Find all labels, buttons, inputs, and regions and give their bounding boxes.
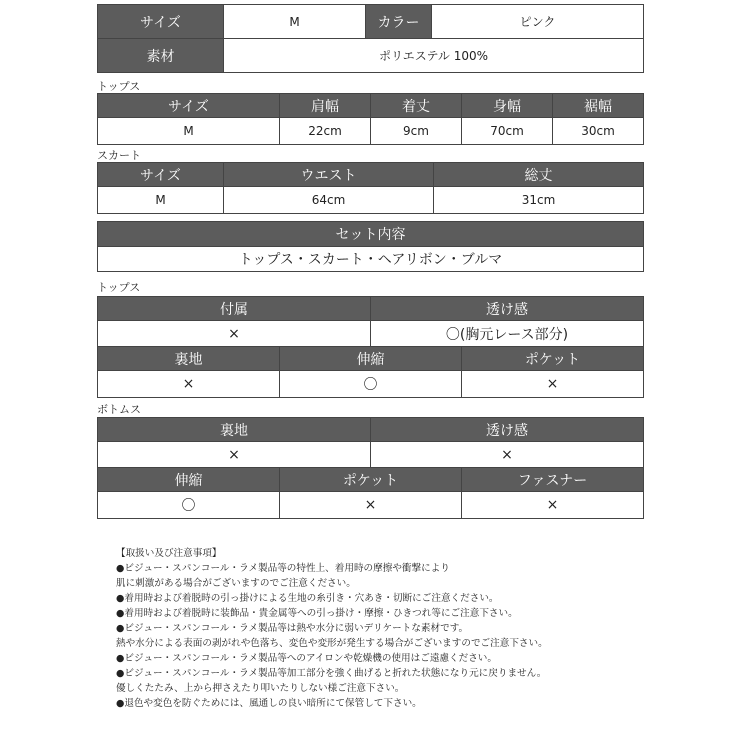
tops-pocket-value: × [462, 371, 644, 398]
care-note-line: ●ビジュー・スパンコール・ラメ製品等加工部分を強く曲げると折れた状態になり元に戻りません。 [116, 668, 547, 679]
bottoms-sheerness-value: × [371, 442, 644, 469]
tops-features-table-2 [97, 346, 644, 398]
bottoms-pocket-value: × [280, 492, 462, 519]
care-note-line: 熱や水分による表面の剥がれや色落ち、変色や変形が発生する場合がございますのでご注意下さい。 [116, 638, 548, 649]
tops-features-table-1 [97, 296, 644, 348]
skirt-total-length-value: 31cm [434, 187, 644, 214]
tops-width-header: 身幅 [462, 94, 553, 118]
tops-size-header: サイズ [98, 94, 280, 118]
size-value: M [224, 5, 366, 39]
tops-size-section-label: トップス [97, 80, 141, 93]
tops-accessory-header: 付属 [98, 297, 371, 321]
tops-length-header: 着丈 [371, 94, 462, 118]
bottoms-stretch-header: 伸縮 [98, 468, 280, 492]
bottoms-features-table-1 [97, 417, 644, 469]
color-label: カラー [366, 5, 432, 39]
set-contents-table [97, 221, 644, 272]
tops-stretch-header: 伸縮 [280, 347, 462, 371]
tops-hem-value: 30cm [553, 118, 644, 145]
care-note-line: ●ビジュー・スパンコール・ラメ製品等の特性上、着用時の摩擦や衝撃により [116, 563, 450, 574]
tops-lining-header: 裏地 [98, 347, 280, 371]
care-note-line: ●ビジュー・スパンコール・ラメ製品等は熱や水分に弱いデリケートな素材です。 [116, 623, 469, 634]
tops-accessory-value: × [98, 321, 371, 348]
tops-width-value: 70cm [462, 118, 553, 145]
care-note-line: ●着用時および着脱時に装飾品・貴金属等への引っ掛け・摩擦・ひきつれ等にご注意下さい。 [116, 608, 518, 619]
tops-shoulder-value: 22cm [280, 118, 371, 145]
set-contents-header: セット内容 [98, 222, 644, 247]
tops-hem-header: 裾幅 [553, 94, 644, 118]
tops-size-table [97, 93, 644, 145]
skirt-total-length-header: 総丈 [434, 163, 644, 187]
summary-table [97, 4, 644, 73]
set-contents-value: トップス・スカート・ヘアリボン・ブルマ [98, 247, 644, 272]
size-label: サイズ [98, 5, 224, 39]
skirt-waist-value: 64cm [224, 187, 434, 214]
bottoms-lining-value: × [98, 442, 371, 469]
bottoms-sheerness-header: 透け感 [371, 418, 644, 442]
bottoms-zipper-value: × [462, 492, 644, 519]
tops-sheerness-header: 透け感 [371, 297, 644, 321]
skirt-waist-header: ウエスト [224, 163, 434, 187]
material-label: 素材 [98, 39, 224, 73]
care-note-line: 優しくたたみ、上から押さえたり叩いたりしない様ご注意下さい。 [116, 683, 405, 694]
tops-stretch-value: 〇 [280, 371, 462, 398]
bottoms-stretch-value: 〇 [98, 492, 280, 519]
bottoms-features-table-2 [97, 467, 644, 519]
care-note-line: ●ビジュー・スパンコール・ラメ製品等へのアイロンや乾燥機の使用はご遠慮ください。 [116, 653, 497, 664]
skirt-size-table [97, 162, 644, 214]
skirt-size-header: サイズ [98, 163, 224, 187]
skirt-size-value: M [98, 187, 224, 214]
tops-shoulder-header: 肩幅 [280, 94, 371, 118]
color-value: ピンク [432, 5, 644, 39]
tops-lining-value: × [98, 371, 280, 398]
material-value: ポリエステル 100% [224, 39, 644, 73]
tops-size-value: M [98, 118, 280, 145]
care-note-line: ●着用時および着脱時の引っ掛けによる生地の糸引き・穴あき・切断にご注意ください。 [116, 593, 499, 604]
bottoms-pocket-header: ポケット [280, 468, 462, 492]
care-note-line: 肌に刺激がある場合がございますのでご注意ください。 [116, 578, 356, 589]
tops-pocket-header: ポケット [462, 347, 644, 371]
tops-sheerness-value: 〇(胸元レース部分) [371, 321, 644, 348]
care-notes [116, 546, 636, 711]
bottoms-features-section-label: ボトムス [97, 403, 141, 416]
bottoms-zipper-header: ファスナー [462, 468, 644, 492]
tops-length-value: 9cm [371, 118, 462, 145]
skirt-size-section-label: スカート [97, 149, 141, 162]
bottoms-lining-header: 裏地 [98, 418, 371, 442]
care-notes-title: 【取扱い及び注意事項】 [116, 548, 222, 559]
care-note-line: ●退色や変色を防ぐためには、風通しの良い暗所にて保管して下さい。 [116, 698, 422, 709]
tops-features-section-label: トップス [97, 281, 141, 294]
